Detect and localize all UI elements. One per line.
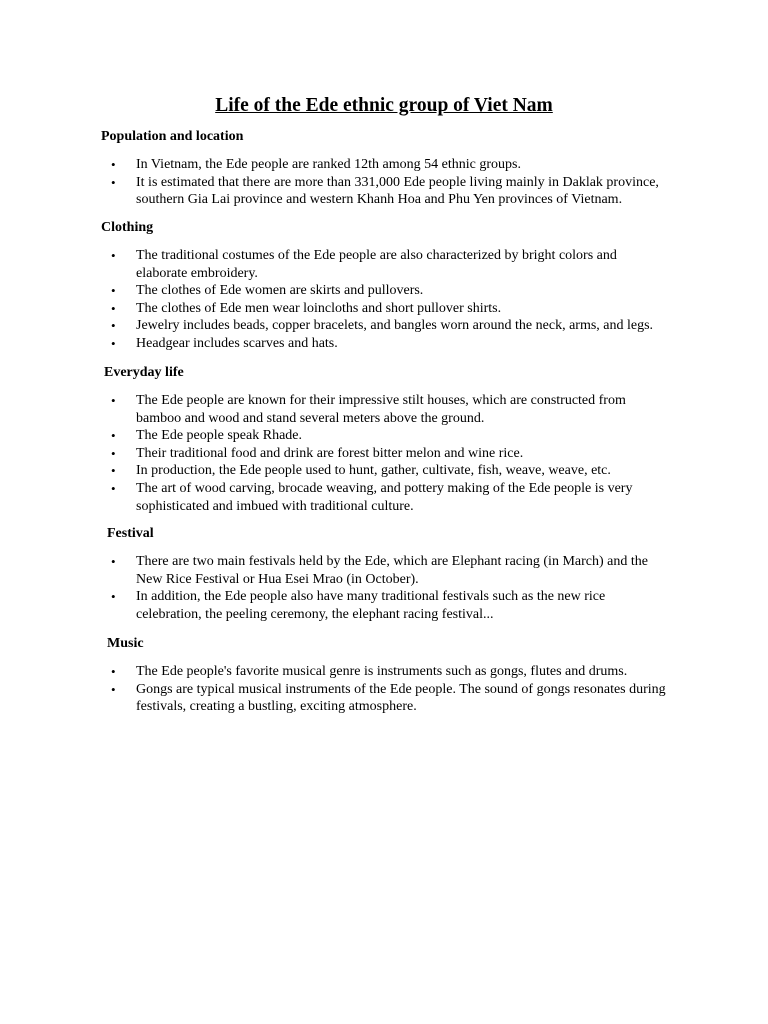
list-item-text: In production, the Ede people used to hunt, gather, cultivate, fish, weave, weave, etc. bbox=[136, 463, 611, 479]
list-item-text: There are two main festivals held by the Ede, which are Elephant racing (in March) and the New Rice Festival or Hua Esei Mrao (in October). bbox=[136, 554, 648, 587]
bullet-icon: • bbox=[111, 589, 116, 605]
list-item bbox=[106, 392, 666, 427]
bullet-list-festival bbox=[106, 553, 666, 623]
bullet-icon: • bbox=[111, 318, 116, 334]
list-item bbox=[106, 462, 666, 480]
list-item bbox=[106, 282, 666, 300]
list-item bbox=[106, 480, 666, 515]
bullet-icon: • bbox=[111, 174, 116, 190]
list-item-text: The art of wood carving, brocade weaving, and pottery making of the Ede people is very sophisticated and imbued with traditional culture. bbox=[136, 480, 633, 514]
list-item-text: The clothes of Ede men wear loincloths and short pullover shirts. bbox=[136, 300, 502, 316]
list-item-text: The Ede people's favorite musical genre is instruments such as gongs, flutes and drums. bbox=[136, 664, 628, 679]
bullet-icon: • bbox=[111, 480, 116, 496]
list-item bbox=[106, 588, 666, 623]
list-item bbox=[106, 681, 666, 716]
list-item-text: The clothes of Ede women are skirts and pullovers. bbox=[136, 283, 424, 299]
bullet-list-population bbox=[106, 156, 666, 209]
list-item bbox=[106, 317, 666, 335]
list-item-text: The Ede people speak Rhade. bbox=[136, 428, 302, 444]
list-item bbox=[106, 300, 666, 318]
bullet-icon: • bbox=[111, 664, 116, 679]
list-item-text: In addition, the Ede people also have many traditional festivals such as the new rice celebration, the peeling ceremony, the elephant racing festival... bbox=[136, 589, 606, 622]
document-title: Life of the Ede ethnic group of Viet Nam bbox=[215, 95, 553, 116]
list-item-text: The Ede people are known for their impressive stilt houses, which are constructed from bamboo and wood and stand several meters above the ground. bbox=[136, 393, 626, 426]
bullet-icon: • bbox=[111, 393, 116, 408]
list-item bbox=[106, 663, 666, 681]
list-item bbox=[106, 553, 666, 588]
list-item bbox=[106, 427, 666, 445]
list-item-text: Their traditional food and drink are forest bitter melon and wine rice. bbox=[136, 445, 524, 461]
bullet-icon: • bbox=[111, 248, 116, 263]
bullet-icon: • bbox=[111, 300, 116, 316]
list-item bbox=[106, 174, 666, 209]
list-item-text: Headgear includes scarves and hats. bbox=[136, 335, 338, 351]
section-heading-everyday-life: Everyday life bbox=[104, 365, 184, 380]
list-item-text: It is estimated that there are more than 331,000 Ede people living mainly in Daklak province, southern Gia Lai province and western Khanh Hoa and Phu Yen provinces of Vietnam. bbox=[136, 174, 659, 208]
bullet-icon: • bbox=[111, 283, 116, 299]
bullet-icon: • bbox=[111, 463, 116, 479]
list-item-text: In Vietnam, the Ede people are ranked 12th among 54 ethnic groups. bbox=[136, 157, 521, 172]
bullet-icon: • bbox=[111, 554, 116, 569]
list-item-text: Jewelry includes beads, copper bracelets, and bangles worn around the neck, arms, and legs. bbox=[136, 318, 654, 334]
bullet-list-clothing bbox=[106, 247, 666, 353]
list-item bbox=[106, 156, 666, 174]
list-item-text: Gongs are typical musical instruments of the Ede people. The sound of gongs resonates during festivals, creating a bustling, exciting atmosphere. bbox=[136, 681, 666, 715]
section-heading-clothing: Clothing bbox=[101, 220, 154, 235]
bullet-icon: • bbox=[111, 157, 116, 172]
bullet-list-music bbox=[106, 663, 666, 716]
section-heading-festival: Festival bbox=[107, 526, 154, 541]
section-heading-music: Music bbox=[107, 636, 144, 651]
list-item bbox=[106, 445, 666, 463]
bullet-icon: • bbox=[111, 681, 116, 697]
bullet-list-everyday-life bbox=[106, 392, 666, 515]
bullet-icon: • bbox=[111, 428, 116, 444]
bullet-icon: • bbox=[111, 445, 116, 461]
list-item-text: The traditional costumes of the Ede people are also characterized by bright colors and elaborate embroidery. bbox=[136, 248, 617, 281]
section-heading-population: Population and location bbox=[101, 129, 244, 144]
bullet-icon: • bbox=[111, 335, 116, 351]
list-item bbox=[106, 247, 666, 282]
list-item bbox=[106, 335, 666, 353]
